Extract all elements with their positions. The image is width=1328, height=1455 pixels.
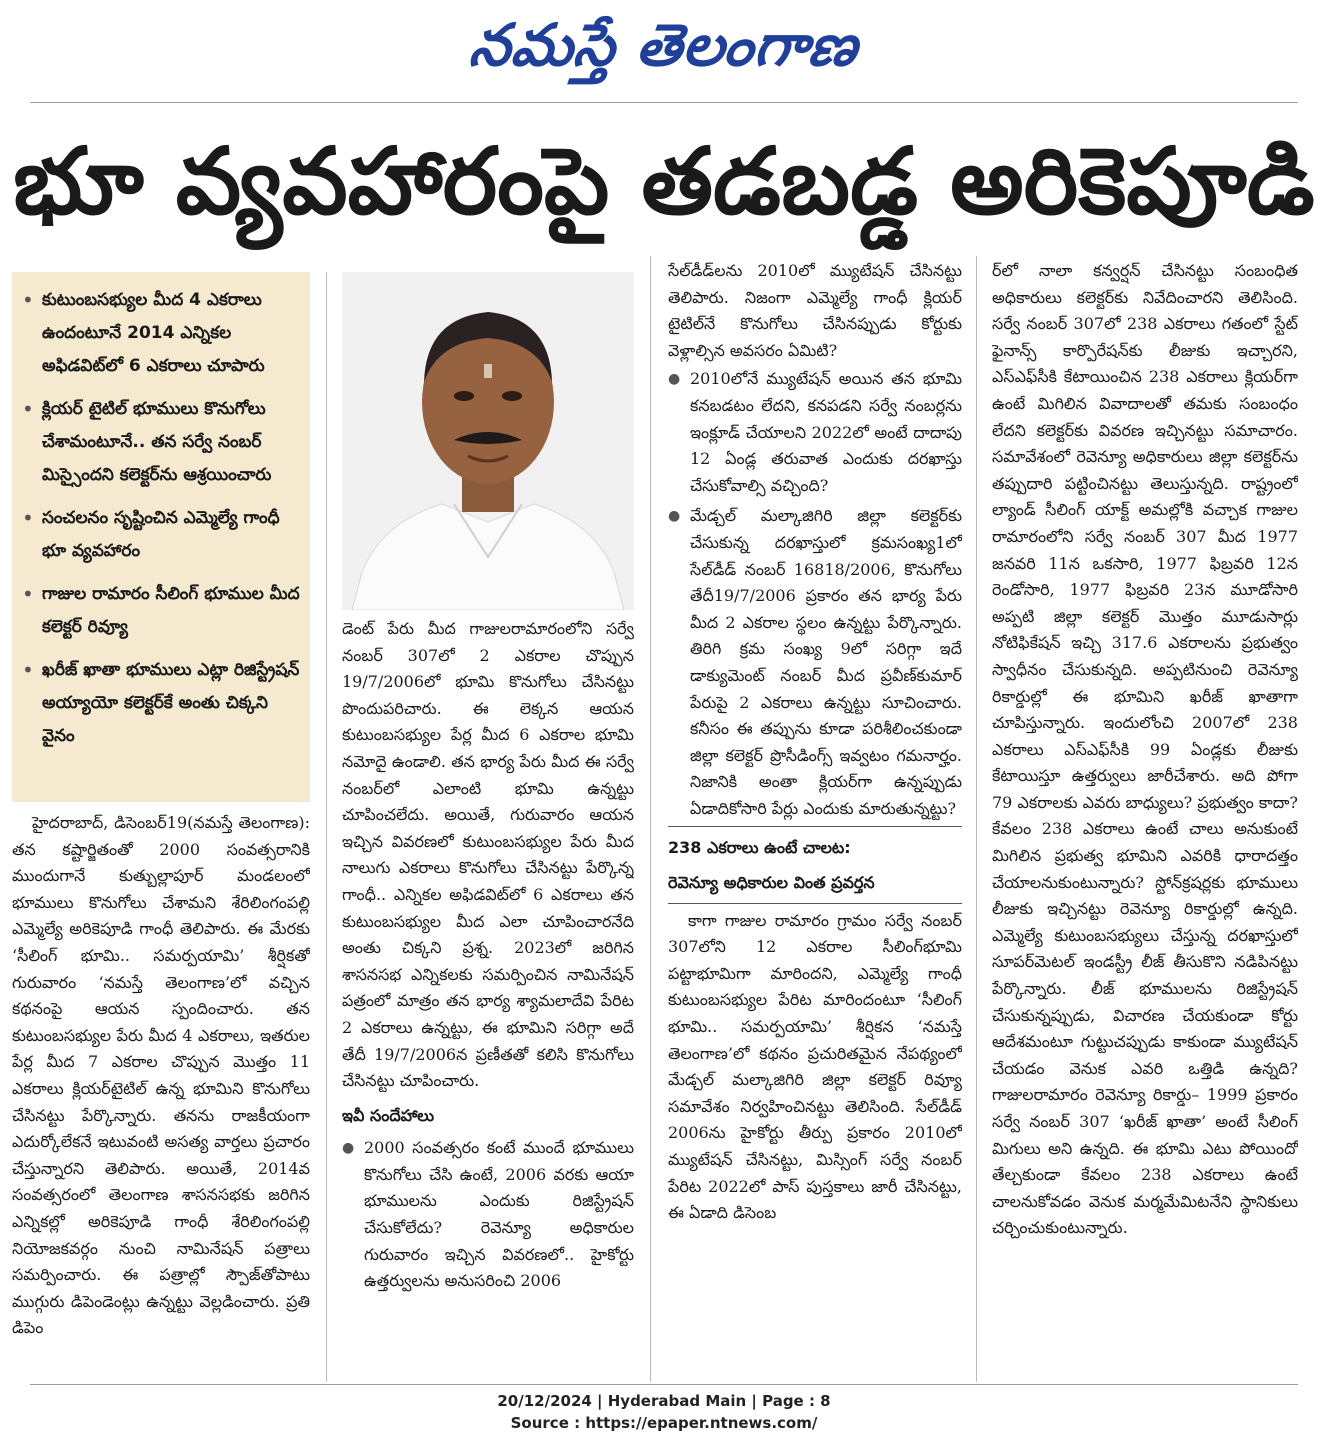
bullet-icon: • (22, 658, 34, 682)
highlight-item (22, 578, 302, 644)
portrait-photo (342, 272, 634, 610)
question-item (668, 503, 962, 822)
highlight-text: గాజుల రామారం సీలింగ్ భూముల మీద కలెక్టర్ రివ్యూ (42, 584, 300, 637)
subheading: 238 ఎకరాలు ఉంటే చాలట: (668, 838, 851, 858)
portrait-illustration (342, 272, 634, 610)
bullet-icon: • (22, 397, 34, 421)
article-column-2 (342, 616, 634, 1380)
highlight-item (22, 393, 302, 492)
dateline-paragraph: హైదరాబాద్, డిసెంబర్19(నమస్తే తెలంగాణ): తన కష్టార్జితంతో 2000 సంవత్సరానికి ముందుగానే కుత్బుల్లాపూర్ మండలంలో భూములు కొనుగోలు చేశామని శేరిలింగంపల్లి ఎమ్మెల్యే అరికెపూడి గాంధీ తెలిపారు. ఈ మేరకు ‘సీలింగ్ భూమి.. సమర్పయామి’ శీర్షికతో గురువారం ‘నమస్తే తెలంగాణ’లో వచ్చిన కథనంపై ఆయన స్పందించారు. తన కుటుంబసభ్యుల పేరు మీద 4 ఎకరాలు, ఇతరుల పేర్ల మీద 7 ఎకరాల చొప్పున మొత్తం 11 ఎకరాలు క్లియర్‌టైటిల్ ఉన్న భూమిని కొనుగోలు చేసినట్టు పేర్కొన్నారు. తనను రాజకీయంగా ఎదుర్కోలేకనే ఇటువంటి అసత్య వార్తలు ప్రచారం చేస్తున్నారని తెలిపారు. అయితే, 2014వ సంవత్సరంలో తెలంగాణ శాసనసభకు జరిగిన ఎన్నికల్లో అరికెపూడి గాంధీ శేరిలింగంపల్లి నియోజకవర్గం నుంచి నామినేషన్ పత్రాలు సమర్పించారు. ఈ పత్రాల్లో స్పౌజ్‌తోపాటు ముగ్గురు డిపెండెంట్లు ఉన్నట్టు వెల్లడించారు. ప్రతి డిపెం (12, 813, 310, 1338)
subheading-rule (668, 826, 962, 827)
subheading: రెవెన్యూ అధికారుల వింత ప్రవర్తన (668, 873, 875, 893)
highlight-text: క్లియర్ టైటిల్ భూములు కొనుగోలు చేశామంటూనే.. తన సర్వే నంబర్ మిస్సైందని కలెక్టర్‌ను ఆశ్రయించారు (42, 399, 272, 485)
highlight-text: ఖరీజ్ ఖాతా భూములు ఎట్లా రిజిస్ట్రేషన్ అయ్యాయో కలెక్టర్‌కే అంతు చిక్కని వైనం (42, 660, 300, 746)
body-paragraph: సేల్‌డీడ్‌లను 2010లో మ్యుటేషన్ చేసినట్టు తెలిపారు. నిజంగా ఎమ్మెల్యే గాంధీ క్లియర్ టైటిల్‌నే కొనుగోలు చేసినప్పుడు కోర్టుకు వెళ్లాల్సిన అవసరం ఏమిటి? (668, 261, 962, 360)
bullet-icon: ● (668, 371, 681, 388)
footer-source: Source : https://epaper.ntnews.com/ (510, 1414, 818, 1432)
question-text: 2000 సంవత్సరం కంటే ముందే భూములు కొనుగోలు చేసి ఉంటే, 2006 వరకు ఆయా భూములను ఎందుకు రిజిస్ట్రేషన్ చేసుకోలేదు? రెవెన్యూ అధికారుల గురువారం ఇచ్చిన వివరణలో.. హైకోర్టు ఉత్తర్వులను అనుసరించి 2006 (364, 1138, 634, 1291)
highlight-item (22, 502, 302, 568)
article-column-4 (992, 258, 1298, 1380)
article-column-3 (668, 258, 962, 1380)
column-divider (650, 256, 651, 1382)
bullet-icon: • (22, 288, 34, 312)
subheading: ఇవీ సందేహాలు (342, 1105, 435, 1125)
bullet-icon: • (22, 582, 34, 606)
question-text: మేడ్చల్ మల్కాజిగిరి జిల్లా కలెక్టర్‌కు చేసుకున్న దరఖాస్తులో క్రమసంఖ్య1లో సేల్‌డీడ్ నంబర్ 16818/2006, కొనుగోలు తేదీ19/7/2006 ప్రకారం తన భార్య పేరు మీద 2 ఎకరాల స్థలం ఉన్నట్టు పేర్కొన్నారు. తిరిగి క్రమ సంఖ్య 9లో సరిగ్గా ఇదే డాక్యుమెంట్ నంబర్ మీద ప్రవీణ్‌కుమార్ పేరుపై 2 ఎకరాలు ఉన్నట్టు సూచించారు. కనీసం ఈ తప్పును కూడా పరిశీలించకుండా జిల్లా కలెక్టర్ ప్రొసీడింగ్స్ ఇవ్వటం గమనార్హం. నిజానికి అంతా క్లియర్‌గా ఉన్నప్పుడు ఏడాదికోసారి పేర్లు ఎందుకు మారుతున్నట్టు? (690, 506, 962, 818)
highlight-item (22, 654, 302, 753)
subheading-rule (668, 903, 962, 904)
bullet-icon: ● (342, 1140, 355, 1157)
article-column-1 (12, 810, 310, 1380)
column-divider (326, 272, 327, 1382)
highlights-box (12, 272, 310, 802)
masthead-divider (30, 102, 1298, 103)
article-headline: భూ వ్యవహారంపై తడబడ్డ అరికెపూడి (13, 128, 1315, 235)
bullet-icon: ● (668, 508, 681, 525)
newspaper-masthead (0, 4, 1328, 86)
question-item (342, 1135, 634, 1295)
footer-divider (30, 1384, 1298, 1385)
footer-dateline: 20/12/2024 | Hyderabad Main | Page : 8 (497, 1392, 831, 1410)
highlight-text: కుటుంబసభ్యుల మీద 4 ఎకరాలు ఉందంటూనే 2014 ఎన్నికల అఫిడవిట్‌లో 6 ఎకరాలు చూపారు (42, 290, 265, 376)
question-item (668, 366, 962, 499)
bullet-icon: • (22, 506, 34, 530)
masthead-logo: నమస్తే తెలంగాణ (466, 11, 862, 79)
highlight-item (22, 284, 302, 383)
column-divider (976, 256, 977, 1382)
body-paragraph: ర్‌లో నాలా కన్వర్షన్ చేసినట్టు సంబంధిత అధికారులు కలెక్టర్‌కు నివేదించారని తెలిసింది. సర్వే నంబర్ 307లో 238 ఎకరాలు గతంలో స్టేట్ ఫైనాన్స్ కార్పొరేషన్‌కు లీజుకు ఇచ్చారని, ఎస్‌ఎఫ్‌సీకి కేటాయించిన 238 ఎకరాలు క్లియర్‌గా ఉంటే మిగిలిన వివాదాలతో తమకు సంబంధం లేదని కలెక్టర్‌కు వివరణ ఇచ్చినట్టు సమాచారం. సమావేశంలో రెవెన్యూ అధికారులు జిల్లా కలెక్టర్‌ను తప్పుదారి పట్టించినట్టు తెలుస్తున్నది. రాష్ట్రంలో ల్యాండ్ సీలింగ్ యాక్ట్ అమల్లోకి వచ్చాక గాజుల రామారంలోని సర్వే నంబర్ 307 మీద 1977 జనవరి 11న ఒకసారి, 1977 ఫిబ్రవరి 12న రెండోసారి, 1977 ఫిబ్రవరి 23న మూడోసారి అప్పటి జిల్లా కలెక్టర్ మొత్తం మూడుసార్లు నోటిఫికేషన్ ఇచ్చి 317.6 ఎకరాలను ప్రభుత్వం స్వాధీనం చేసుకున్నది. అప్పటినుంచి రెవెన్యూ రికార్డుల్లో ఈ భూమిని ఖరీజ్ ఖాతాగా చూపిస్తున్నారు. ఇందులోంచి 2007లో 238 ఎకరాలు ఎస్‌ఎఫ్‌సీకి 99 ఏండ్లకు లీజుకు కేటాయిస్తూ ఉత్తర్వులు జారీచేశారు. అది పోగా 79 ఎకరాలకు ఎవరు బాధ్యులు? ప్రభుత్వం కాదా? కేవలం 238 ఎకరాలు ఉంటే చాలు అనుకుంటే మిగిలిన ప్రభుత్వ భూమిని ఎవరికి ధారాదత్తం చేయాలనుకుంటున్నారు? స్టోన్‌క్రషర్లకు భూములు లీజుకు ఇచ్చినట్టు రెవెన్యూ రికార్డుల్లో ఉన్నది. ఎమ్మెల్యే కుటుంబసభ్యులు చేస్తున్న దరఖాస్తులో సూపర్‌మెటల్ ఇండస్ట్రీ లీజ్ తీసుకొని నడిపినట్టు పేర్కొన్నారు. లీజ్ భూములను రిజిస్ట్రేషన్ చేసుకున్నప్పుడు, విచారణ చేయకుండా కోర్టు ఆదేశమంటూ గుట్టుచప్పుడు కాకుండా మ్యుటేషన్ చేయడం వెనుక ఎవరి ఒత్తిడి ఉన్నది? గాజులరామారం రెవెన్యూ రికార్డు– 1999 ప్రకారం సర్వే నంబర్ 307 ‘ఖరీజ్ ఖాతా’ అంటే సీలింగ్ మిగులు అని ఉన్నది. ఈ భూమి ఎటు పోయిందో తేల్చకుండా కేవలం 238 ఎకరాలు ఉంటే చాలనుకోవడం వెనుక మర్మమేమిటనేని స్థానికులు చర్చించుకుంటున్నారు. (992, 261, 1298, 1238)
body-paragraph: కాగా గాజుల రామారం గ్రామం సర్వే నంబర్ 307లోని 12 ఎకరాల సీలింగ్‌భూమి పట్టాభూమిగా మారిందని, ఎమ్మెల్యే గాంధీ కుటుంబసభ్యుల పేరిట మారిందంటూ ‘సీలింగ్ భూమి.. సమర్పయామి’ శీర్షికన ‘నమస్తే తెలంగాణ’లో కథనం ప్రచురితమైన నేపథ్యంలో మేడ్చల్ మల్కాజిగిరి జిల్లా కలెక్టర్ రివ్యూ సమావేశం నిర్వహించినట్టు తెలిసింది. సేల్‌డీడ్ 2006ను హైకోర్టు తీర్పు ప్రకారం 2010లో మ్యుటేషన్ చేసినట్టు, మిస్సింగ్ సర్వే నంబర్ పేరిట 2022లో పాస్ పుస్తకాలు జారీ చేసినట్టు, ఈ ఏడాది డిసెంబ (668, 910, 962, 1223)
highlight-text: సంచలనం సృష్టించిన ఎమ్మెల్యే గాంధీ భూ వ్యవహారం (42, 508, 280, 561)
body-paragraph: డెంట్ పేరు మీద గాజులరామారంలోని సర్వే నంబర్ 307లో 2 ఎకరాల చొప్పున 19/7/2006లో భూమి కొనుగోలు చేసినట్టు పొందుపరిచారు. ఈ లెక్కన ఆయన కుటుంబసభ్యుల పేర్ల మీద 6 ఎకరాల భూమి నమోదై ఉండాలి. తన భార్య పేరు మీద ఈ సర్వే నంబర్‌లో ఎలాంటి భూమి ఉన్నట్టు చూపించలేదు. అయితే, గురువారం ఆయన ఇచ్చిన వివరణలో కుటుంబసభ్యుల పేరు మీద నాలుగు ఎకరాలు కొనుగోలు చేసినట్టు పేర్కొన్న గాంధీ.. ఎన్నికల అఫిడవిట్‌లో 6 ఎకరాలు తన కుటుంబసభ్యుల మీద ఎలా చూపించారనేది అంతు చిక్కని ప్రశ్న. 2023లో జరిగిన శాసనసభ ఎన్నికలకు సమర్పించిన నామినేషన్ పత్రంలో మాత్రం తన భార్య శ్యామలాదేవి పేరిట 2 ఎకరాలు ఉన్నట్టు, ఈ భూమిని సరిగ్గా అదే తేదీ 19/7/2006న ప్రణీతతో కలిసి కొనుగోలు చేసినట్టు చూపించారు. (342, 619, 634, 1091)
question-text: 2010లోనే మ్యుటేషన్ అయిన తన భూమి కనబడటం లేదని, కనపడని సర్వే నంబర్లను ఇంక్లూడ్ చేయాలని 2022లో అంటే దాదాపు 12 ఏండ్ల తరువాత ఎందుకు దరఖాస్తు చేసుకోవాల్సి వచ్చింది? (690, 369, 962, 495)
